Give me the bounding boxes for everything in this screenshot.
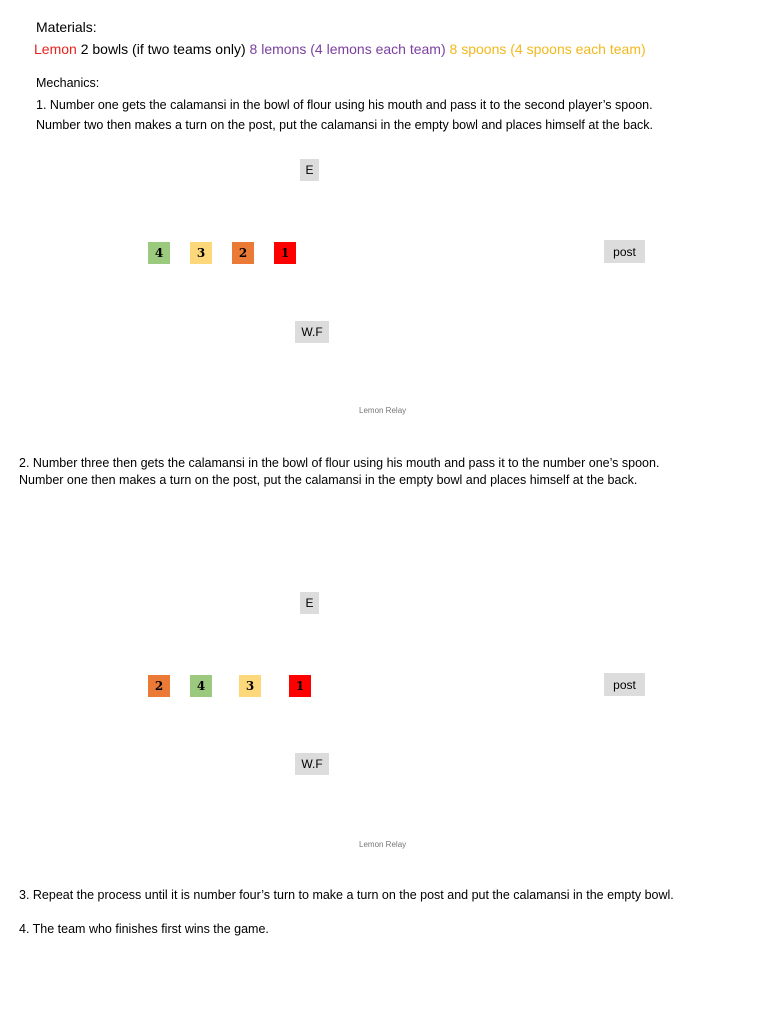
step2-line2: Number one then makes a turn on the post, put the calamansi in the empty bowl and places himself at the back.	[19, 473, 638, 487]
materials-spoons: 8 spoons (4 spoons each team)	[449, 41, 646, 57]
step4: 4. The team who finishes first wins the game.	[19, 922, 269, 936]
materials-line	[34, 41, 646, 57]
step1-line1: 1. Number one gets the calamansi in the bowl of flour using his mouth and pass it to the second player’s spoon.	[36, 98, 653, 112]
post-marker: post	[604, 673, 645, 696]
player-box: 1	[274, 242, 296, 264]
player-box: 4	[190, 675, 212, 697]
materials-bowls: 2 bowls (if two teams only)	[76, 41, 250, 57]
step3: 3. Repeat the process until it is number four’s turn to make a turn on the post and put the calamansi in the empty bowl.	[19, 888, 674, 902]
wf-marker: W.F	[295, 321, 329, 343]
e-marker: E	[300, 592, 319, 614]
materials-lemons: 8 lemons (4 lemons each team)	[249, 41, 450, 57]
diagram-caption: Lemon Relay	[359, 840, 407, 849]
e-marker: E	[300, 159, 319, 181]
mechanics-heading: Mechanics:	[36, 76, 100, 90]
materials-lemon: Lemon	[34, 41, 77, 57]
player-box: 4	[148, 242, 170, 264]
diagram-caption: Lemon Relay	[359, 406, 407, 415]
wf-marker: W.F	[295, 753, 329, 775]
step1-line2: Number two then makes a turn on the post, put the calamansi in the empty bowl and places himself at the back.	[36, 118, 653, 132]
player-box: 2	[148, 675, 170, 697]
player-box: 1	[289, 675, 311, 697]
post-marker: post	[604, 240, 645, 263]
step2-line1: 2. Number three then gets the calamansi in the bowl of flour using his mouth and pass it to the number one’s spoon.	[19, 456, 660, 470]
player-box: 3	[190, 242, 212, 264]
player-box: 3	[239, 675, 261, 697]
materials-heading: Materials:	[36, 19, 97, 35]
player-box: 2	[232, 242, 254, 264]
